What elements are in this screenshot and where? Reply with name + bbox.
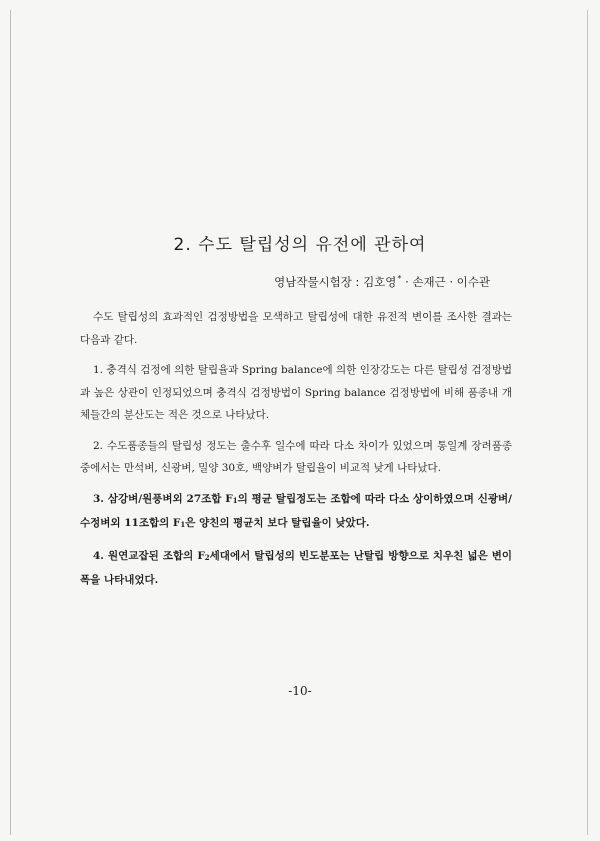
corresponding-author-marker: * xyxy=(397,274,402,283)
finding-3-text-c: 은 양친의 평균치 보다 탈립율이 낮았다. xyxy=(185,517,370,529)
page-border-left xyxy=(10,10,11,835)
finding-3-subscript-b: 1 xyxy=(180,520,186,529)
page-number: -10- xyxy=(288,684,312,698)
finding-3-subscript-a: 1 xyxy=(232,495,238,505)
finding-3 xyxy=(80,488,512,537)
finding-4-text-b: 세대에서 탈립성의 빈도분포는 난탈립 방향으로 치우친 넓은 변이폭을 나타내었다. xyxy=(80,549,513,586)
finding-4 xyxy=(80,545,512,592)
author-affiliation-lead: 영남작물시험장 : 김호영 xyxy=(274,275,397,289)
finding-4-subscript-a: 2 xyxy=(204,552,210,562)
finding-2: 2. 수도품종들의 탈립성 정도는 출수후 일수에 따라 다소 차이가 있었으며 통일계 장려품종 중에서는 만석벼, 신광벼, 밀양 30호, 백양벼가 탈립율이 비교적 낮게 나타났다. xyxy=(80,439,512,474)
author-line xyxy=(274,274,490,290)
finding-1: 1. 충격식 검정에 의한 탈립율과 Spring balance에 의한 인장강도는 다른 탈립성 검정방법과 높은 상관이 인정되었으며 충격식 검정방법이 Spring balance 검정방법에 비해 품종내 개체들간의 분산도는 적은 것으로 나타났다. xyxy=(80,364,512,421)
document-body xyxy=(80,306,512,600)
page-border-right xyxy=(587,10,588,835)
finding-3-text-a: 3. 삼강벼/원풍벼외 27조합 F xyxy=(93,492,233,505)
finding-4-text-a: 4. 원연교잡된 조합의 F xyxy=(93,549,205,562)
document-title: 2. 수도 탈립성의 유전에 관하여 xyxy=(173,235,427,255)
intro-paragraph: 수도 탈립성의 효과적인 검정방법을 모색하고 탈립성에 대한 유전적 변이를 조사한 결과는 다음과 같다. xyxy=(80,311,512,346)
author-others: · 손재근 · 이수관 xyxy=(405,275,490,289)
finding-3-text-b: 의 평균 탈립정도는 조합에 따라 다소 상이하였으며 신광벼/수정벼외 11조합의 F xyxy=(80,492,512,529)
